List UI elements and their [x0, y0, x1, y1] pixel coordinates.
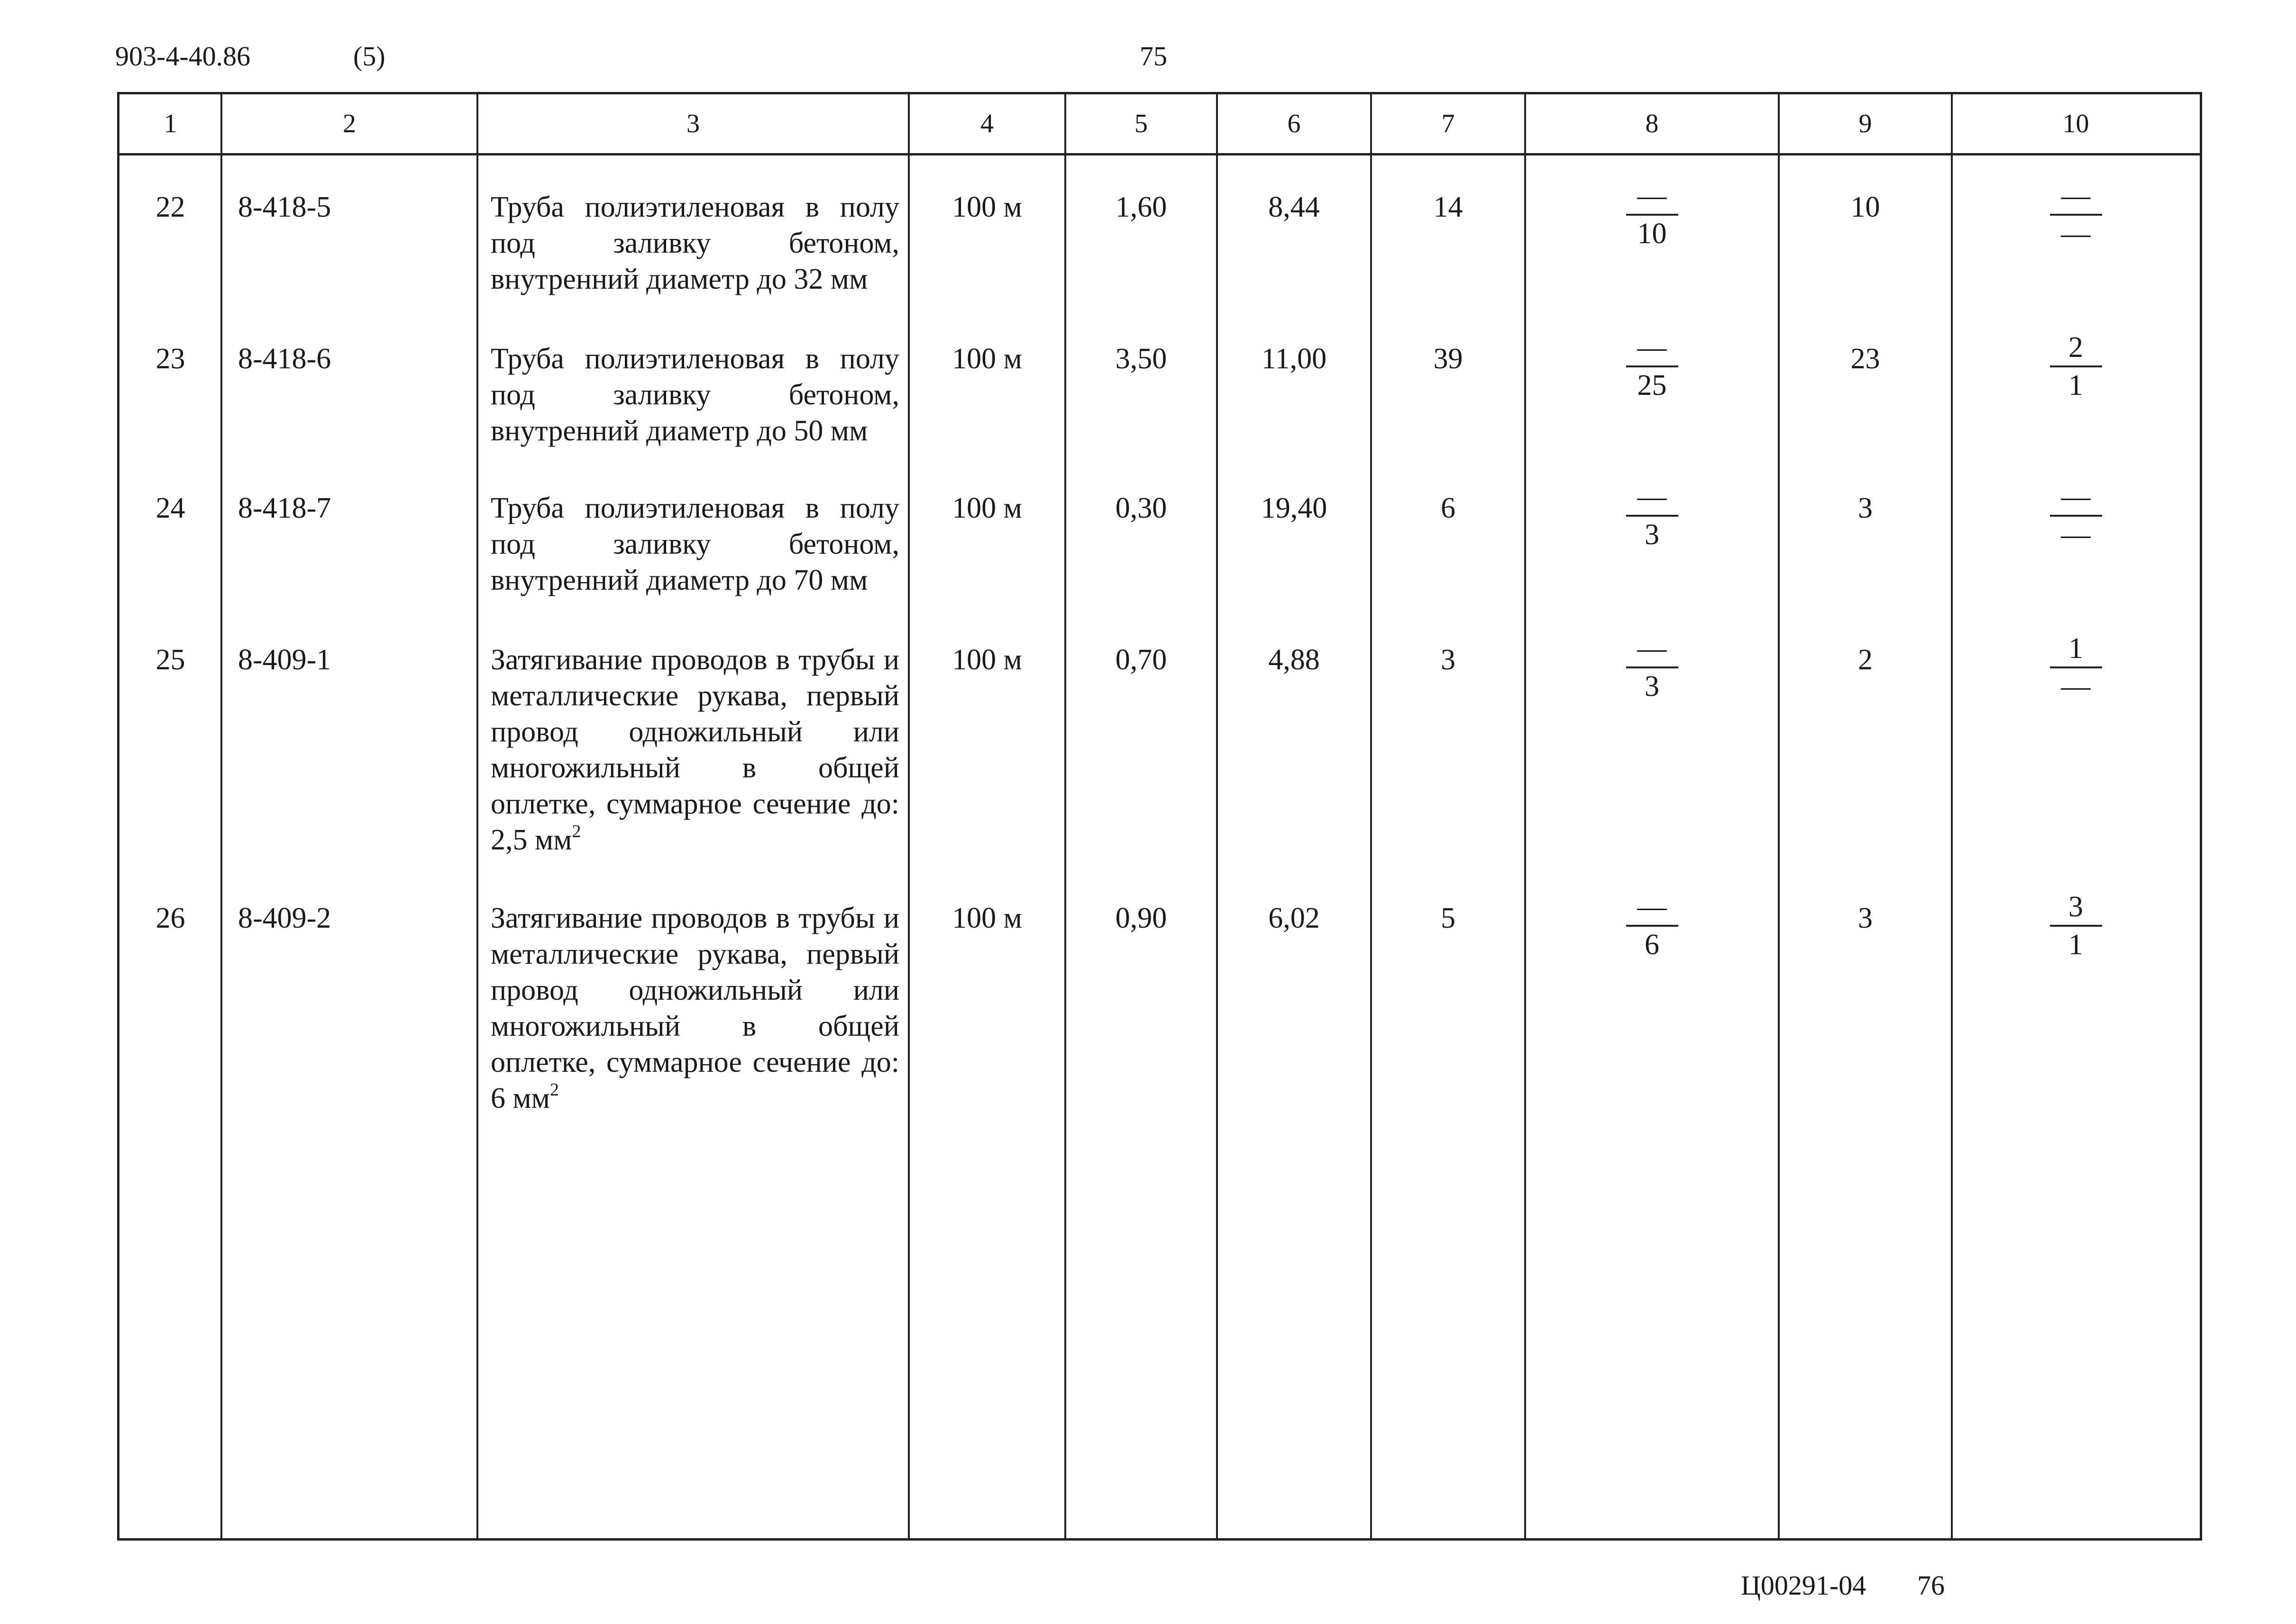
column-8-fraction	[1624, 331, 1681, 401]
column-header: 9	[1858, 109, 1872, 138]
column-8-fraction-denominator: 10	[1637, 218, 1667, 250]
column-divider	[908, 94, 910, 1538]
fraction-bar	[1626, 515, 1678, 517]
column-10-fraction-denominator: —	[2061, 218, 2091, 250]
column-10-fraction-numerator: —	[2061, 481, 2091, 513]
fraction-bar	[1626, 925, 1678, 927]
rate-code: 8-418-5	[238, 191, 331, 223]
column-9-value: 3	[1858, 492, 1873, 524]
column-8-fraction	[1624, 891, 1681, 961]
quantity-value: 1,60	[1115, 191, 1167, 223]
estimate-table	[117, 92, 2202, 1541]
column-header: 5	[1134, 109, 1148, 138]
fraction-bar	[2050, 515, 2102, 517]
row-number: 23	[156, 343, 185, 375]
document-part: (5)	[353, 41, 385, 72]
column-8-fraction	[1624, 481, 1681, 551]
column-divider	[1524, 94, 1526, 1538]
rate-code: 8-409-1	[238, 644, 331, 676]
unit-superscript: 2	[549, 1080, 559, 1100]
column-10-fraction-numerator: 1	[2068, 632, 2083, 665]
unit-superscript: 2	[572, 821, 581, 841]
column-10-fraction-denominator: 1	[2068, 369, 2083, 401]
column-7-value: 3	[1441, 644, 1455, 676]
column-8-fraction-denominator: 3	[1645, 519, 1659, 551]
unit-of-measure: 100 м	[952, 191, 1022, 223]
rate-code: 8-418-7	[238, 492, 331, 524]
work-description: Труба полиэтиленовая в полу под заливку бетоном, внутренний диаметр до 70 мм	[491, 492, 899, 596]
column-header: 10	[2062, 109, 2089, 138]
column-header: 4	[980, 109, 994, 138]
footer-code: Ц00291-04	[1741, 1570, 1866, 1601]
column-header: 7	[1441, 109, 1455, 138]
column-8-fraction-numerator: —	[1637, 180, 1667, 212]
column-8-fraction-denominator: 3	[1645, 670, 1659, 703]
rate-value: 6,02	[1268, 902, 1320, 934]
quantity-value: 0,30	[1115, 492, 1167, 524]
column-8-fraction-numerator: —	[1637, 891, 1667, 923]
column-10-fraction-numerator: —	[2061, 180, 2091, 212]
unit-of-measure: 100 м	[952, 644, 1022, 676]
column-10-fraction	[2048, 632, 2104, 703]
work-description: Затягивание проводов в трубы и металлические рукава, первый провод одножильный или многожильный в общей оплетке, суммарное сечение до: 6 $мм^2$	[491, 902, 899, 1114]
column-10-fraction-numerator: 3	[2068, 891, 2083, 923]
fraction-bar	[1626, 666, 1678, 668]
column-10-fraction	[2048, 180, 2104, 250]
row-number: 24	[156, 492, 185, 524]
column-7-value: 5	[1441, 902, 1455, 934]
footer-page-number: 76	[1917, 1570, 1945, 1601]
unit-of-measure: 100 м	[952, 492, 1022, 524]
fraction-bar	[2050, 214, 2102, 216]
column-header: 2	[343, 109, 356, 138]
row-number: 26	[156, 902, 185, 934]
column-10-fraction	[2048, 891, 2104, 961]
rate-value: 19,40	[1261, 492, 1327, 524]
column-header: 8	[1645, 109, 1659, 138]
header-divider	[119, 153, 2200, 155]
column-header: 1	[164, 109, 177, 138]
column-8-fraction-denominator: 25	[1637, 369, 1667, 401]
fraction-bar	[2050, 365, 2102, 367]
column-9-value: 10	[1850, 191, 1880, 223]
rate-value: 11,00	[1261, 343, 1327, 375]
fraction-bar	[2050, 666, 2102, 668]
fraction-bar	[2050, 925, 2102, 927]
column-8-fraction-numerator: —	[1637, 331, 1667, 364]
column-7-value: 39	[1433, 343, 1463, 375]
quantity-value: 0,90	[1115, 902, 1167, 934]
column-9-value: 23	[1850, 343, 1880, 375]
work-description: Труба полиэтиленовая в полу под заливку бетоном, внутренний диаметр до 50 мм	[491, 343, 899, 447]
row-number: 22	[156, 191, 185, 223]
column-10-fraction-denominator: 1	[2068, 929, 2083, 961]
column-divider	[220, 94, 222, 1538]
rate-code: 8-409-2	[238, 902, 331, 934]
column-7-value: 14	[1433, 191, 1463, 223]
column-10-fraction	[2048, 331, 2104, 401]
column-divider	[1064, 94, 1066, 1538]
column-10-fraction-numerator: 2	[2068, 331, 2083, 364]
quantity-value: 3,50	[1115, 343, 1167, 375]
column-header: 6	[1287, 109, 1301, 138]
rate-code: 8-418-6	[238, 343, 331, 375]
column-divider	[1216, 94, 1218, 1538]
column-divider	[1778, 94, 1780, 1538]
column-10-fraction-denominator: —	[2061, 670, 2091, 703]
column-8-fraction-numerator: —	[1637, 632, 1667, 665]
column-9-value: 2	[1858, 644, 1873, 676]
page-number: 75	[1140, 41, 1167, 72]
quantity-value: 0,70	[1115, 644, 1167, 676]
column-8-fraction-denominator: 6	[1645, 929, 1659, 961]
row-number: 25	[156, 644, 185, 676]
rate-value: 4,88	[1268, 644, 1320, 676]
column-10-fraction	[2048, 481, 2104, 551]
column-header: 3	[686, 109, 700, 138]
rate-value: 8,44	[1268, 191, 1320, 223]
unit-of-measure: 100 м	[952, 902, 1022, 934]
column-7-value: 6	[1441, 492, 1455, 524]
work-description: Труба полиэтиленовая в полу под заливку бетоном, внутренний диаметр до 32 мм	[491, 191, 899, 295]
column-8-fraction-numerator: —	[1637, 481, 1667, 513]
column-divider	[1370, 94, 1372, 1538]
fraction-bar	[1626, 365, 1678, 367]
column-divider	[1951, 94, 1953, 1538]
fraction-bar	[1626, 214, 1678, 216]
column-9-value: 3	[1858, 902, 1873, 934]
unit-of-measure: 100 м	[952, 343, 1022, 375]
column-10-fraction-denominator: —	[2061, 519, 2091, 551]
document-code: 903-4-40.86	[115, 41, 251, 72]
work-description: Затягивание проводов в трубы и металлические рукава, первый провод одножильный или многожильный в общей оплетке, суммарное сечение до: 2,5 $мм^2$	[491, 644, 899, 856]
column-8-fraction	[1624, 180, 1681, 250]
column-8-fraction	[1624, 632, 1681, 703]
column-divider	[476, 94, 478, 1538]
